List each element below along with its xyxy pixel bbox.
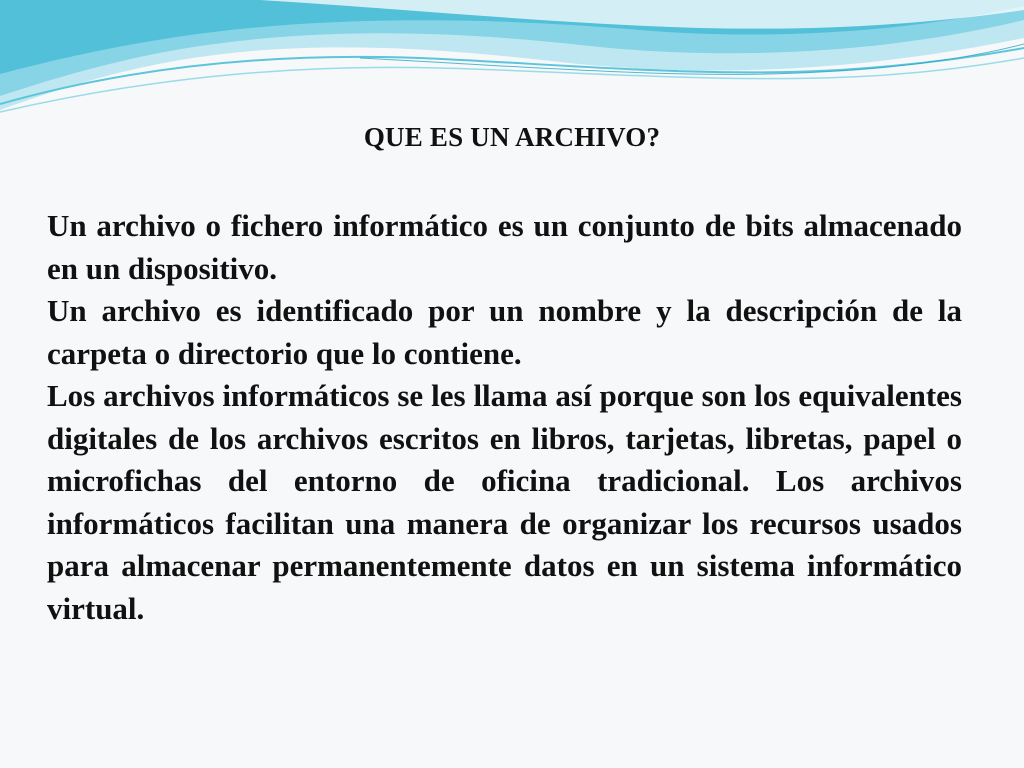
paragraph-3: Los archivos informáticos se les llama así porque son los equivalentes digitales de los archivos escritos en libros, tarjetas, libretas, papel o microfichas del entorno de oficina tradicional. Los archivos informáticos facilitan una manera de organizar los recursos usados para almacenar permanentemente datos en un sistema informático virtual. bbox=[47, 378, 962, 626]
paragraph-2: Un archivo es identificado por un nombre y la descripción de la carpeta o directorio que lo contiene. bbox=[47, 293, 962, 371]
slide-body bbox=[47, 205, 962, 630]
header-wave-decoration bbox=[0, 0, 1024, 130]
slide-title: QUE ES UN ARCHIVO? bbox=[363, 122, 661, 152]
paragraph-1: Un archivo o fichero informático es un conjunto de bits almacenado en un dispositivo. bbox=[47, 208, 962, 286]
